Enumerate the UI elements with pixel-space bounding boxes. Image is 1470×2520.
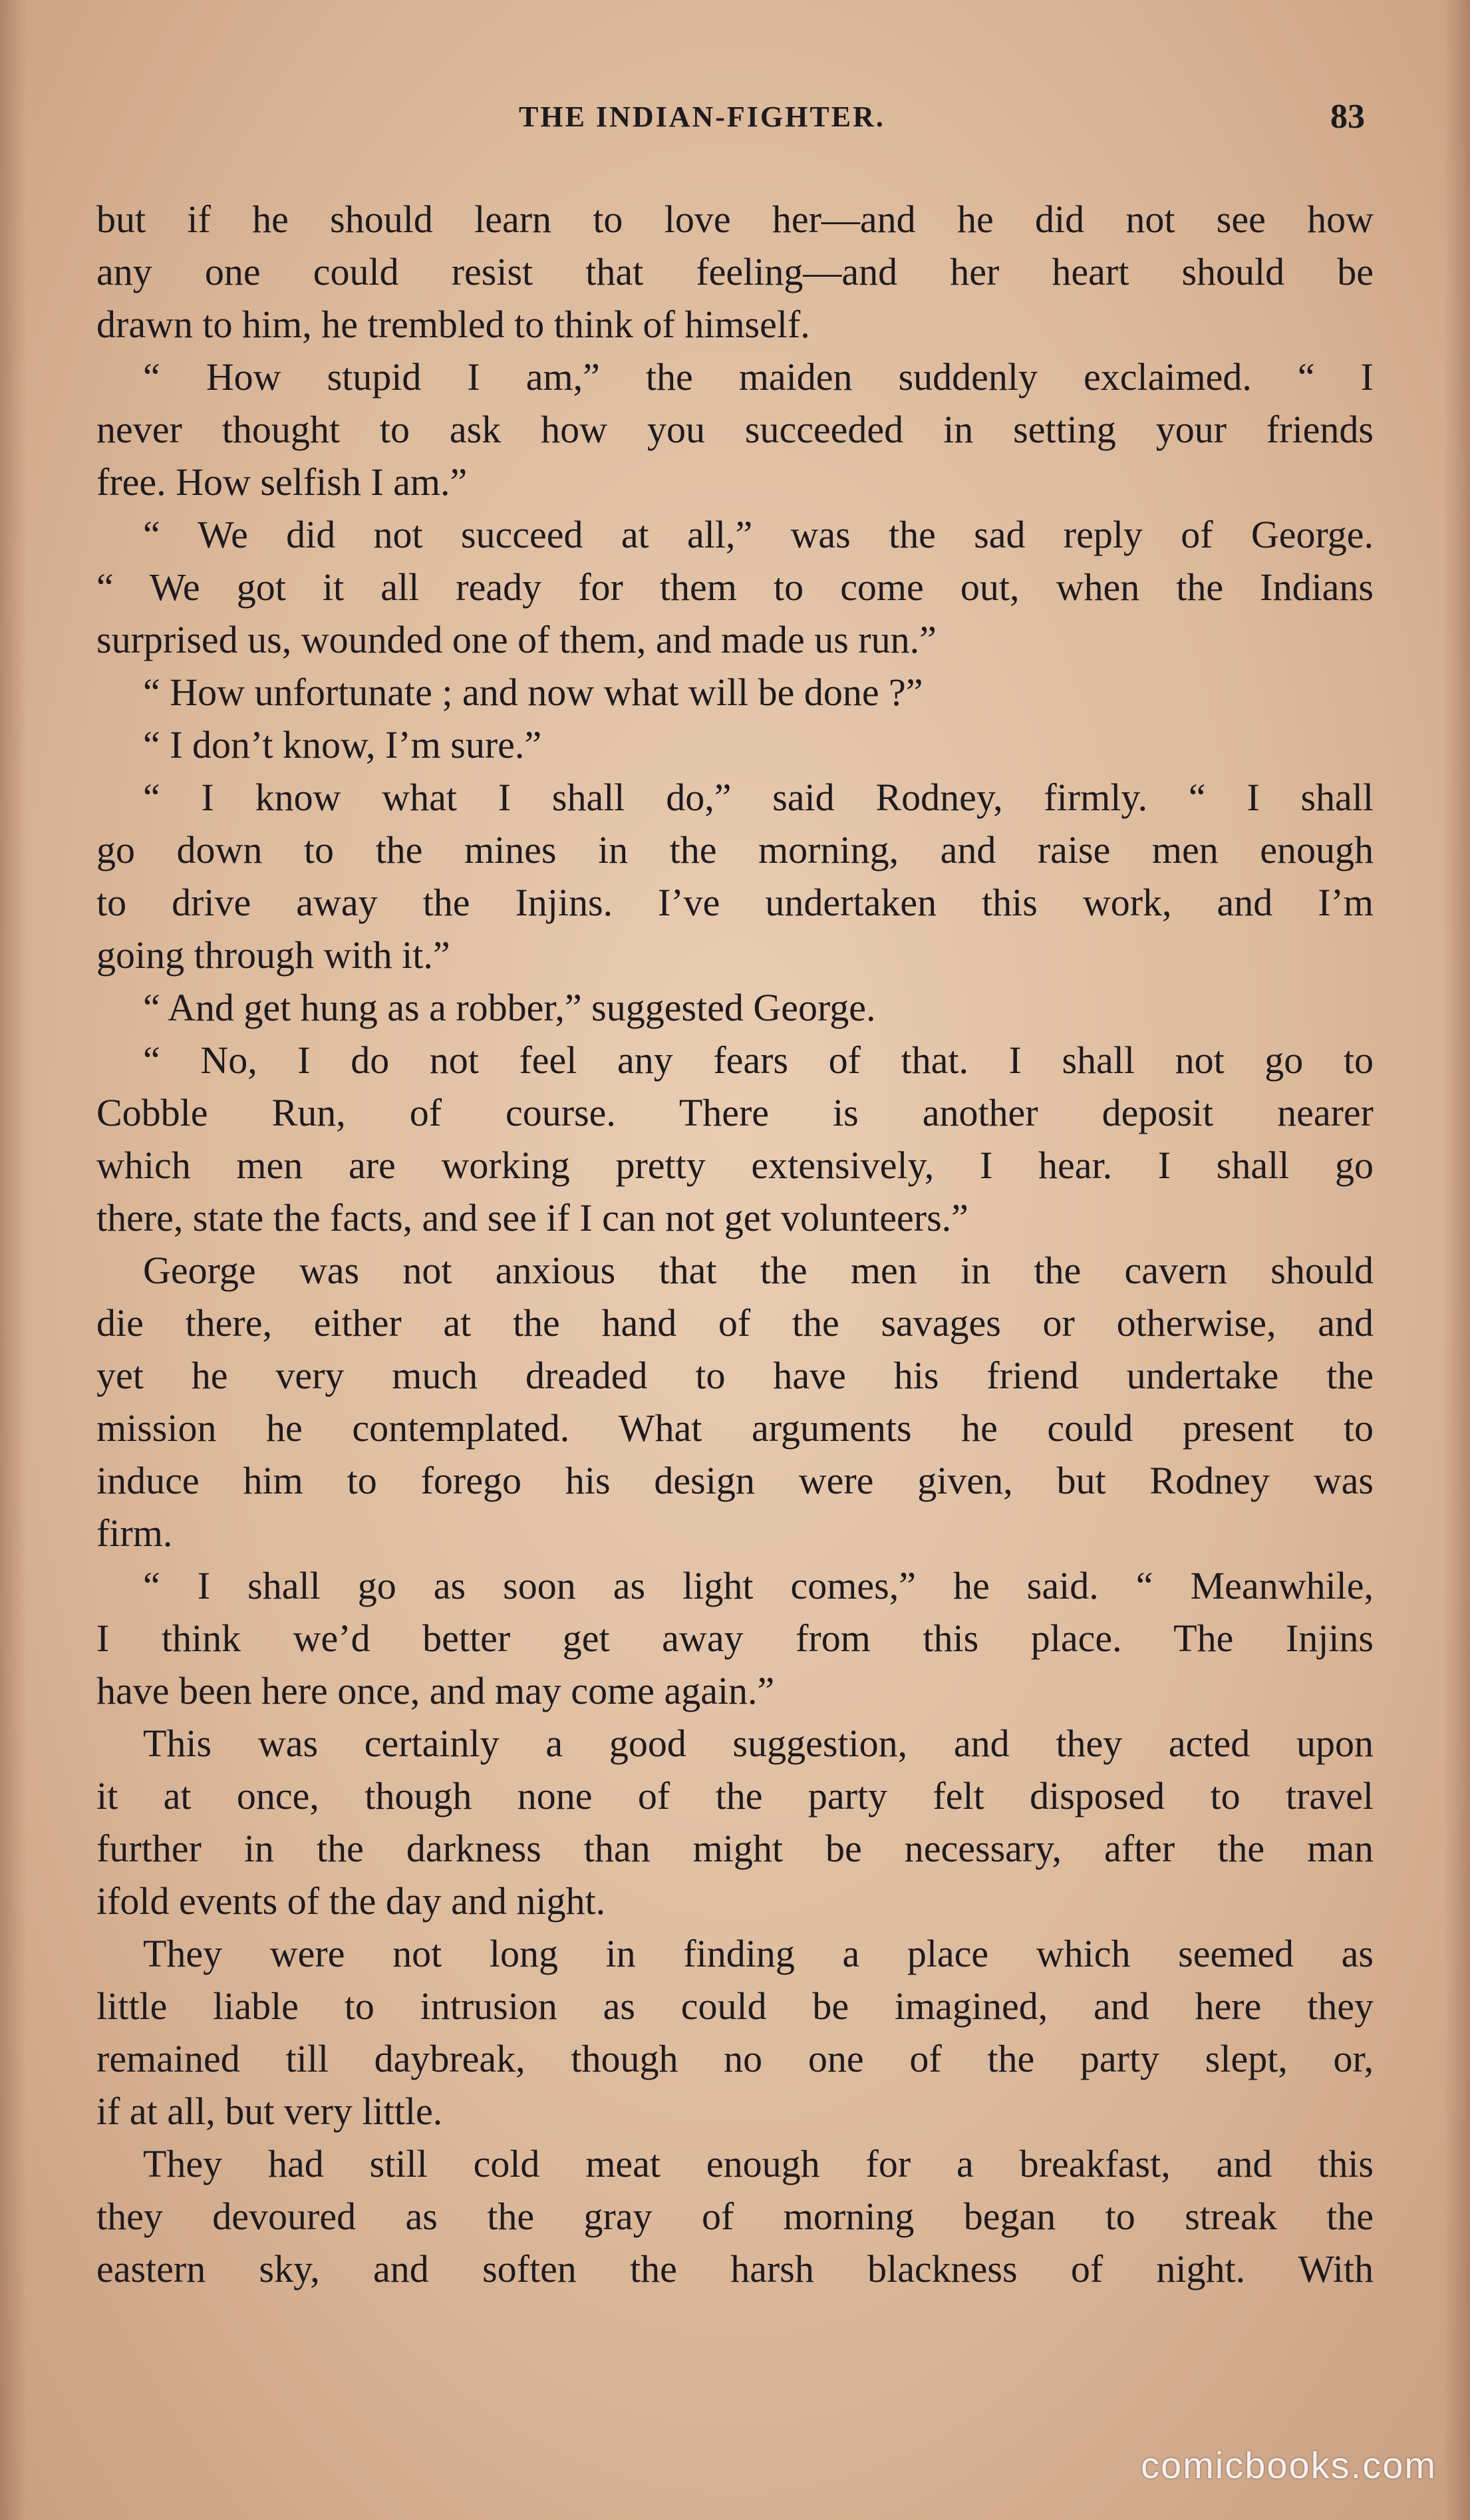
text-line: go down to the mines in the morning, and raise men enough <box>96 828 1374 871</box>
text-line: They had still cold meat enough for a breakfast, and this <box>143 2142 1374 2185</box>
text-line: there, state the facts, and see if I can not get volunteers.” <box>96 1196 968 1239</box>
text-line: mission he contemplated. What arguments he could present to <box>96 1406 1374 1450</box>
text-line: die there, either at the hand of the savages or otherwise, and <box>96 1301 1374 1344</box>
text-line: it at once, though none of the party felt disposed to travel <box>96 1774 1374 1817</box>
text-line: going through with it.” <box>96 933 450 977</box>
text-line: “ No, I do not feel any fears of that. I shall not go to <box>143 1038 1374 1082</box>
text-line: They were not long in finding a place which seemed as <box>143 1932 1374 1975</box>
text-line: little liable to intrusion as could be imagined, and here they <box>96 1984 1374 2028</box>
page-number: 83 <box>1330 98 1365 136</box>
text-line: drawn to him, he trembled to think of himself. <box>96 303 810 346</box>
text-line: “ I shall go as soon as light comes,” he said. “ Meanwhile, <box>143 1564 1374 1607</box>
text-line: “ I know what I shall do,” said Rodney, firmly. “ I shall <box>143 776 1374 819</box>
text-line: to drive away the Injins. I’ve undertaken this work, and I’m <box>96 881 1374 924</box>
text-line: firm. <box>96 1511 173 1555</box>
text-line: if at all, but very little. <box>96 2090 443 2133</box>
watermark: comicbooks.com <box>1140 2444 1437 2486</box>
text-line: but if he should learn to love her—and he did not see how <box>96 198 1374 241</box>
text-line: “ How unfortunate ; and now what will be done ?” <box>143 671 923 714</box>
text-line: “ We got it all ready for them to come out, when the Indians <box>96 565 1374 609</box>
body-text <box>96 193 1374 2295</box>
text-line: remained till daybreak, though no one of the party slept, or, <box>96 2037 1374 2080</box>
text-line: any one could resist that feeling—and her heart should be <box>96 250 1374 293</box>
text-line: George was not anxious that the men in the cavern should <box>143 1249 1374 1292</box>
text-line: “ I don’t know, I’m sure.” <box>143 723 542 766</box>
text-line: “ And get hung as a robber,” suggested George. <box>143 986 876 1029</box>
left-page-edge <box>0 0 27 2520</box>
text-line: Cobble Run, of course. There is another deposit nearer <box>96 1091 1374 1134</box>
text-line: which men are working pretty extensively, I hear. I shall go <box>96 1144 1374 1187</box>
text-line: “ How stupid I am,” the maiden suddenly exclaimed. “ I <box>143 355 1374 398</box>
running-title: THE INDIAN-FIGHTER. <box>519 100 885 133</box>
right-page-edge <box>1443 0 1470 2520</box>
text-line: ifold events of the day and night. <box>96 1879 606 1923</box>
text-line: induce him to forego his design were given, but Rodney was <box>96 1459 1374 1502</box>
text-line: they devoured as the gray of morning began to streak the <box>96 2195 1374 2238</box>
text-line: have been here once, and may come again.” <box>96 1669 775 1712</box>
text-line: “ We did not succeed at all,” was the sad reply of George. <box>143 513 1374 556</box>
text-line: surprised us, wounded one of them, and made us run.” <box>96 618 937 661</box>
text-line: I think we’d better get away from this place. The Injins <box>96 1617 1374 1660</box>
text-line: further in the darkness than might be necessary, after the man <box>96 1827 1374 1870</box>
text-line: free. How selfish I am.” <box>96 460 468 504</box>
text-line: yet he very much dreaded to have his friend undertake the <box>96 1354 1374 1397</box>
text-line: eastern sky, and soften the harsh blackness of night. With <box>96 2247 1374 2290</box>
text-line: never thought to ask how you succeeded in setting your friends <box>96 408 1374 451</box>
running-head <box>0 100 1470 153</box>
text-line: This was certainly a good suggestion, and they acted upon <box>143 1722 1374 1765</box>
